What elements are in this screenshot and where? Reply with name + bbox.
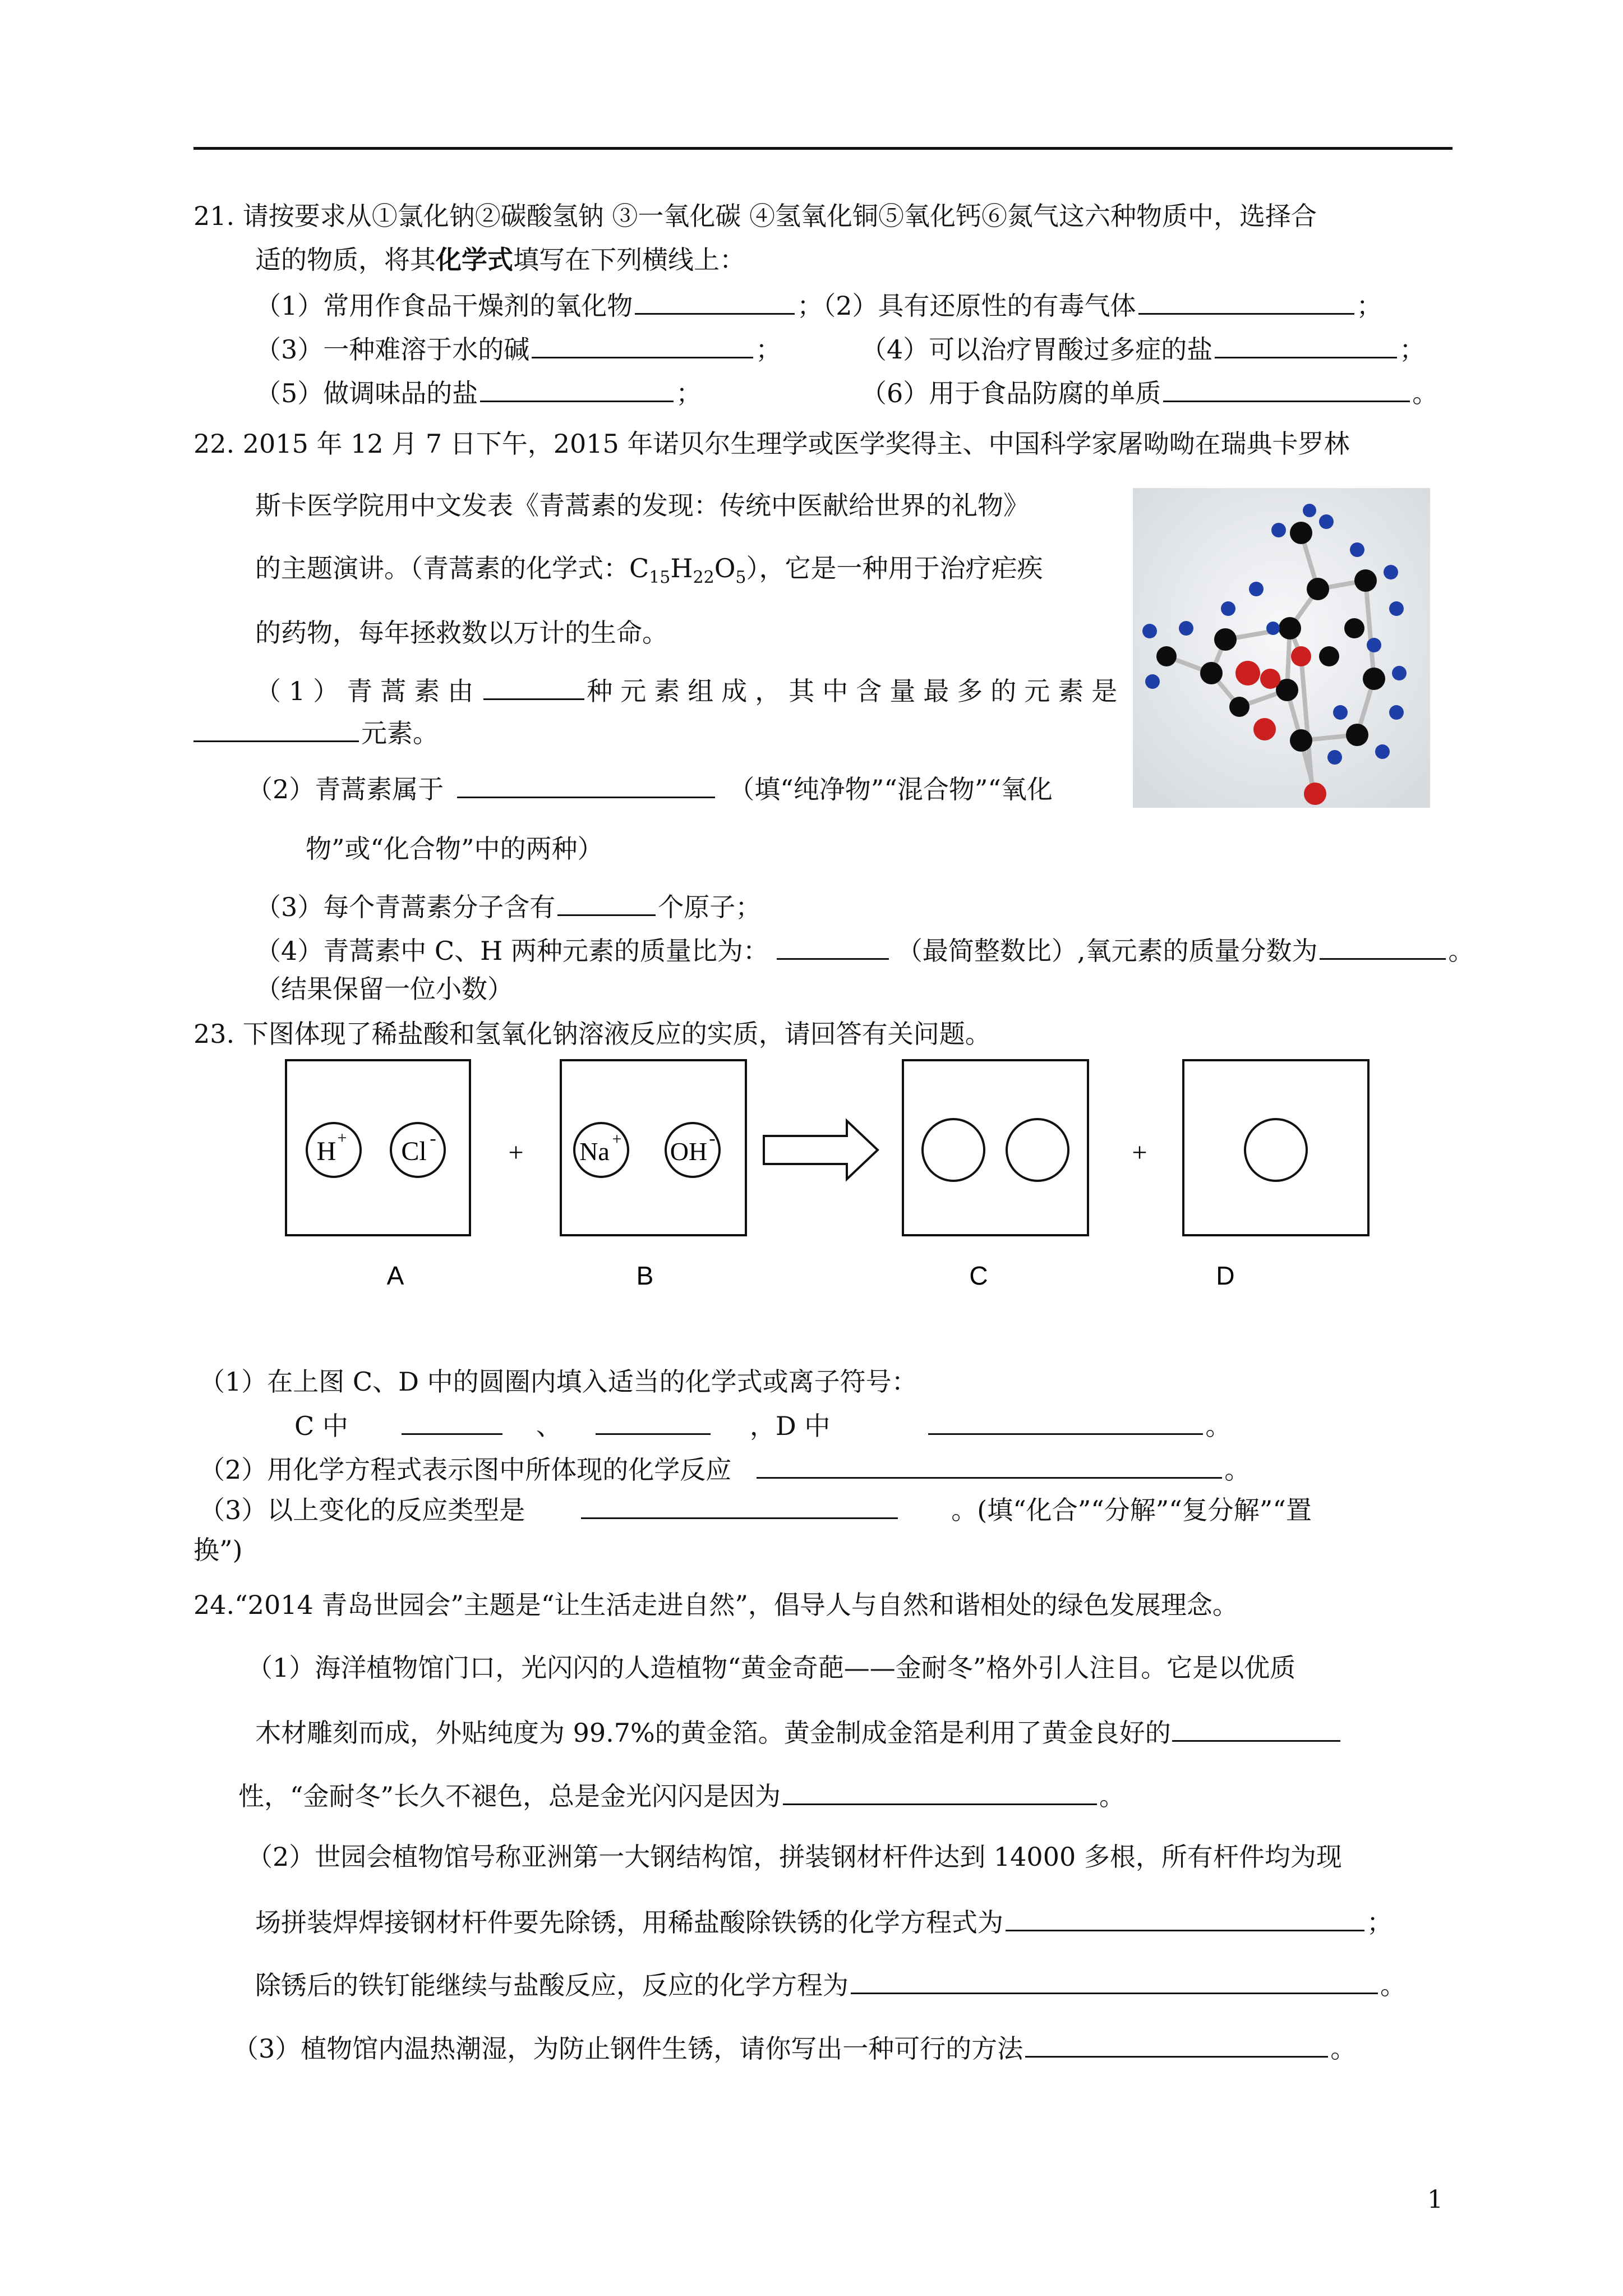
ion-cl-charge: - <box>430 1128 436 1149</box>
q23-part3: （3）以上变化的反应类型是 。(填“化合”“分解”“复分解”“置 <box>199 1495 1312 1525</box>
q23-part2: （2）用化学方程式表示图中所体现的化学反应 。 <box>199 1455 1251 1485</box>
label-d: D <box>1216 1261 1235 1290</box>
ion-na: Na <box>579 1137 610 1166</box>
q22-part1: （1）青蒿素由 种元素组成，其中含量最多的元素是 <box>255 676 1126 706</box>
artemisinin-molecule-model-image <box>1133 488 1430 808</box>
plus-sign-2: + <box>1132 1138 1147 1167</box>
ion-h: H <box>316 1137 336 1166</box>
q24-part2c: 除锈后的铁钉能继续与盐酸反应，反应的化学方程为 。 <box>255 1970 1406 2000</box>
q22-part4: （4）青蒿素中 C、H 两种元素的质量比为： （最简整数比）,氧元素的质量分数为 。 <box>255 936 1474 966</box>
q24-part1c: 性，“金耐冬”长久不褪色，总是金光闪闪是因为 。 <box>238 1781 1126 1811</box>
q21-item-6: （6）用于食品防腐的单质 。 <box>861 378 1438 408</box>
q22-part1-cont: 元素。 <box>193 718 439 746</box>
box-c-circle-2 <box>1007 1119 1068 1181</box>
q22-part2: （2）青蒿素属于 （填“纯净物”“混合物”“氧化 <box>247 774 1053 804</box>
q23-part1-blanks: C 中 、 ，D 中 。 <box>294 1411 1232 1441</box>
label-c: C <box>969 1261 988 1290</box>
q22-line4: 的药物，每年拯救数以万计的生命。 <box>255 618 668 648</box>
box-c <box>903 1060 1088 1235</box>
reaction-arrow <box>764 1121 878 1179</box>
label-a: A <box>386 1261 404 1290</box>
box-d <box>1183 1060 1368 1235</box>
q22-line3: 的主题演讲。（青蒿素的化学式：$C_{15}H_{22}O_5$），它是一种用于治疗疟疾 <box>255 553 1043 587</box>
q21-item-4: （4）可以治疗胃酸过多症的盐 ； <box>861 334 1426 365</box>
q23-part3-cont: 换”) <box>193 1535 243 1565</box>
q24-part1a: （1）海洋植物馆门口，光闪闪的人造植物“黄金奇葩——金耐冬”格外引人注目。它是以优质 <box>247 1653 1296 1683</box>
ion-cl: Cl <box>401 1137 427 1166</box>
q24-part2b: 场拼装焊焊接钢材杆件要先除锈，用稀盐酸除铁锈的化学方程式为 ； <box>255 1907 1393 1938</box>
ion-oh-charge: - <box>709 1128 716 1149</box>
q24-part1b: 木材雕刻而成，外贴纯度为 99.7%的黄金箔。黄金制成金箔是利用了黄金良好的 <box>255 1718 1343 1746</box>
q22-part3: （3）每个青蒿素分子含有 个原子； <box>255 892 762 922</box>
q22-line1: 22. 2015 年 12 月 7 日下午，2015 年诺贝尔生理学或医学奖得主、中国科学家屠呦呦在瑞典卡罗林 <box>193 429 1350 459</box>
box-c-circle-1 <box>923 1119 984 1181</box>
q23-line1: 23. 下图体现了稀盐酸和氢氧化钠溶液反应的实质，请回答有关问题。 <box>193 1019 991 1049</box>
q22-line2: 斯卡医学院用中文发表《青蒿素的发现：传统中医献给世界的礼物》 <box>255 490 1029 521</box>
box-d-circle <box>1245 1119 1307 1181</box>
q21-line1: 21. 请按要求从①氯化钠②碳酸氢钠 ③一氧化碳 ④氢氧化铜⑤氧化钙⑥氮气这六种物质中，选择合 <box>193 201 1317 231</box>
box-a <box>286 1060 470 1235</box>
label-b: B <box>636 1261 654 1290</box>
page-number: 1 <box>1427 2185 1443 2214</box>
plus-sign-1: + <box>508 1138 524 1167</box>
ion-na-charge: + <box>612 1130 622 1148</box>
q21-item-1: （1）常用作食品干燥剂的氧化物 ；（2）具有还原性的有毒气体 ； <box>255 291 1382 321</box>
ion-oh: OH <box>670 1137 708 1166</box>
header-rule <box>193 147 1453 150</box>
q24-part3: （3）植物馆内温热潮湿，为防止钢件生锈，请你写出一种可行的方法 。 <box>233 2033 1357 2064</box>
ion-h-charge: + <box>337 1129 347 1147</box>
reaction-diagram <box>280 1055 1391 1296</box>
q22-part2-cont: 物”或“化合物”中的两种） <box>306 834 603 864</box>
q24-part2a: （2）世园会植物馆号称亚洲第一大钢结构馆，拼装钢材杆件达到 14000 多根，所有杆件均为现 <box>247 1842 1342 1872</box>
q21-item-5: （5）做调味品的盐 ； <box>255 378 702 408</box>
q23-part1: （1）在上图 C、D 中的圆圈内填入适当的化学式或离子符号： <box>199 1366 917 1397</box>
q22-part5: （结果保留一位小数） <box>255 974 513 1004</box>
q24-line1: 24.“2014 青岛世园会”主题是“让生活走进自然”，倡导人与自然和谐相处的绿色发展理念。 <box>193 1590 1238 1620</box>
q21-item-3: （3）一种难溶于水的碱 ； <box>255 334 782 365</box>
q21-line2: 适的物质，将其化学式填写在下列横线上： <box>255 245 745 275</box>
